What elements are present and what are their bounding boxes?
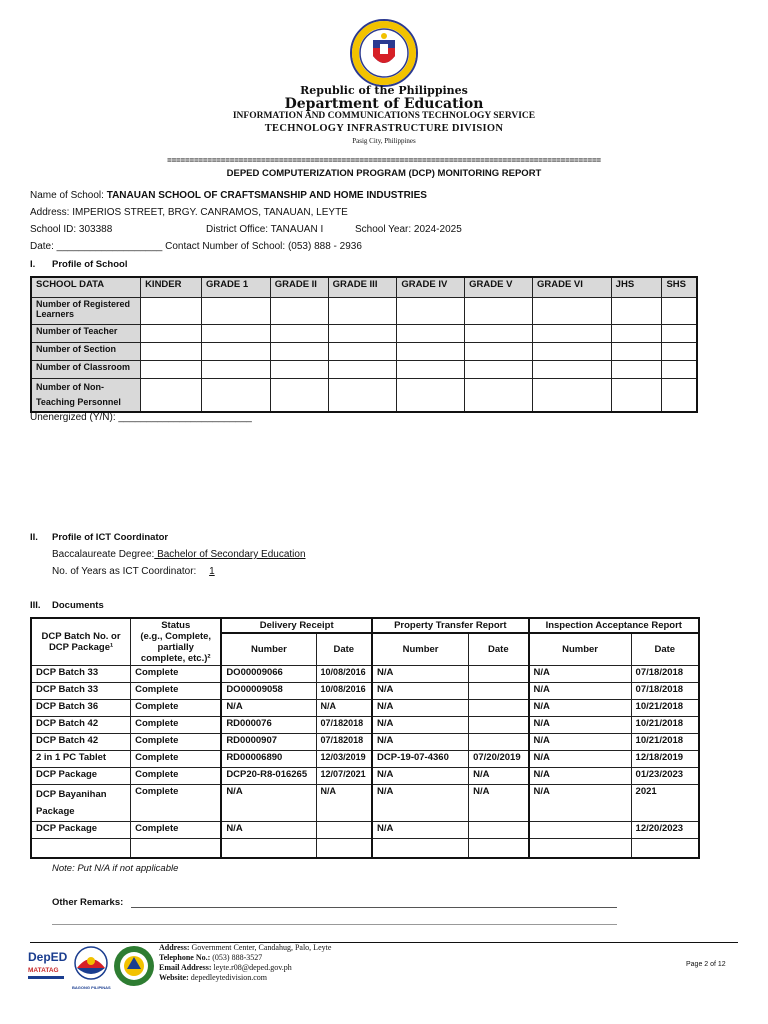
- address-value: Government Center, Candahug, Palo, Leyte: [189, 943, 332, 952]
- deped-logo-text: DepED: [28, 950, 68, 964]
- division-seal: [113, 945, 155, 987]
- data-cell[interactable]: [611, 297, 662, 324]
- data-cell[interactable]: [611, 324, 662, 342]
- cell-status: Complete: [131, 822, 222, 839]
- school-address: Address: IMPERIOS STREET, BRGY. CANRAMOS, TANAUAN, LEYTE: [30, 207, 348, 218]
- cell-dr-num: N/A: [221, 822, 316, 839]
- cell-dr-num: DCP20-R8-016265: [221, 768, 316, 785]
- data-cell[interactable]: [270, 360, 328, 378]
- cell-status: Complete: [131, 666, 222, 683]
- cell-status: Complete: [131, 785, 222, 822]
- data-cell[interactable]: [141, 342, 202, 360]
- city-text: Pasig City, Philippines: [352, 137, 416, 145]
- table-header-row: [31, 277, 697, 297]
- school-profile-table: [30, 276, 698, 413]
- website-value[interactable]: depedleytedivision.com: [188, 973, 267, 982]
- data-cell[interactable]: [397, 324, 465, 342]
- cell-ptr-date: N/A: [469, 768, 529, 785]
- cell-iar-num: N/A: [529, 666, 632, 683]
- header-cell: SCHOOL DATA: [31, 277, 141, 297]
- data-cell[interactable]: [611, 378, 662, 412]
- data-cell[interactable]: [270, 378, 328, 412]
- bagong-text: BAGONG PILIPINAS: [72, 985, 111, 990]
- table-row: [31, 785, 699, 822]
- data-cell[interactable]: [328, 324, 397, 342]
- cell-iar-date: 10/21/2018: [631, 734, 699, 751]
- empty-cell[interactable]: [316, 839, 372, 858]
- cell-status: Complete: [131, 768, 222, 785]
- data-cell[interactable]: [662, 360, 697, 378]
- cell-batch: DCP Batch 33: [31, 666, 131, 683]
- row-label: Number of Section: [31, 342, 141, 360]
- cell-ptr-num: N/A: [372, 717, 469, 734]
- cell-ptr-date: [469, 683, 529, 700]
- cell-ptr-date: 07/20/2019: [469, 751, 529, 768]
- cell-ptr-num: N/A: [372, 700, 469, 717]
- service-title: INFORMATION AND COMMUNICATIONS TECHNOLOGY SERVICE: [232, 111, 536, 121]
- empty-cell[interactable]: [131, 839, 222, 858]
- data-cell[interactable]: [465, 297, 533, 324]
- table-row: [31, 378, 697, 412]
- table-row: [31, 768, 699, 785]
- table-row: [31, 324, 697, 342]
- data-cell[interactable]: [611, 342, 662, 360]
- cell-ptr-date: N/A: [469, 785, 529, 822]
- data-cell[interactable]: [532, 378, 611, 412]
- data-cell[interactable]: [465, 378, 533, 412]
- cell-batch: DCP Batch 33: [31, 683, 131, 700]
- data-cell[interactable]: [328, 360, 397, 378]
- data-cell[interactable]: [328, 297, 397, 324]
- division-title: TECHNOLOGY INFRASTRUCTURE DIVISION: [264, 123, 504, 134]
- cell-status: Complete: [131, 700, 222, 717]
- data-cell[interactable]: [141, 324, 202, 342]
- row-label: Number of Classroom: [31, 360, 141, 378]
- cell-dr-num: DO00009066: [221, 666, 316, 683]
- cell-ptr-date: [469, 822, 529, 839]
- data-cell[interactable]: [141, 378, 202, 412]
- cell-ptr-num: N/A: [372, 734, 469, 751]
- table-row: [31, 297, 697, 324]
- cell-iar-date: 2021: [631, 785, 699, 822]
- table-row: [31, 751, 699, 768]
- data-cell[interactable]: [532, 297, 611, 324]
- iar-number-header: Number: [529, 633, 632, 665]
- data-cell[interactable]: [662, 324, 697, 342]
- section2-title: Profile of ICT Coordinator: [52, 532, 169, 543]
- data-cell[interactable]: [328, 342, 397, 360]
- email-label: Email Address:: [159, 963, 212, 972]
- cell-batch: DCP Batch 42: [31, 717, 131, 734]
- table-row: [31, 360, 697, 378]
- empty-cell[interactable]: [372, 839, 469, 858]
- header-cell: GRADE 1: [201, 277, 270, 297]
- col-batch-header: DCP Batch No. or DCP Package¹: [31, 618, 131, 666]
- degree-label: Baccalaureate Degree:: [52, 549, 155, 560]
- status-header-line: Status: [161, 620, 191, 631]
- deped-seal: [349, 18, 419, 88]
- cell-iar-num: [529, 822, 632, 839]
- section1-title: Profile of School: [52, 259, 128, 270]
- status-header-line: partially: [157, 642, 194, 653]
- school-name-line: [30, 190, 427, 201]
- cell-dr-num: RD0000907: [221, 734, 316, 751]
- ptr-header: Property Transfer Report: [372, 618, 529, 633]
- bagong-pilipinas-logo: [72, 946, 110, 990]
- years-line: [52, 566, 215, 577]
- degree-value: Bachelor of Secondary Education: [154, 549, 306, 560]
- cell-batch: DCP Batch 36: [31, 700, 131, 717]
- matatag-text: MATATAG: [28, 967, 59, 974]
- cell-iar-num: N/A: [529, 700, 632, 717]
- cell-iar-date: 07/18/2018: [631, 683, 699, 700]
- remarks-line-2[interactable]: [52, 924, 617, 925]
- years-value: 1: [209, 566, 215, 577]
- footer-contact-block: [159, 943, 331, 983]
- page-number: Page 2 of 12: [686, 961, 726, 968]
- table-row: [31, 342, 697, 360]
- status-header-line: (e.g., Complete,: [140, 631, 212, 642]
- cell-batch: 2 in 1 PC Tablet: [31, 751, 131, 768]
- dr-number-header: Number: [221, 633, 316, 665]
- cell-dr-date: 10/08/2016: [316, 683, 372, 700]
- ptr-number-header: Number: [372, 633, 469, 665]
- cell-iar-num: N/A: [529, 734, 632, 751]
- cell-dr-num: RD00006890: [221, 751, 316, 768]
- cell-ptr-date: [469, 666, 529, 683]
- data-cell[interactable]: [141, 360, 202, 378]
- cell-ptr-num: N/A: [372, 768, 469, 785]
- delivery-receipt-header: Delivery Receipt: [221, 618, 372, 633]
- data-cell[interactable]: [397, 342, 465, 360]
- data-cell[interactable]: [397, 297, 465, 324]
- iar-header: Inspection Acceptance Report: [529, 618, 699, 633]
- phone-label: Telephone No.:: [159, 953, 211, 962]
- cell-iar-date: 07/18/2018: [631, 666, 699, 683]
- republic-text: Republic of the Philippines: [300, 84, 468, 97]
- cell-iar-date: 10/21/2018: [631, 700, 699, 717]
- data-cell[interactable]: [611, 360, 662, 378]
- cell-batch: DCP Package: [31, 768, 131, 785]
- cell-dr-num: RD000076: [221, 717, 316, 734]
- empty-cell[interactable]: [631, 839, 699, 858]
- cell-dr-num: N/A: [221, 700, 316, 717]
- cell-dr-date: 12/07/2021: [316, 768, 372, 785]
- data-cell[interactable]: [662, 297, 697, 324]
- school-name-label: Name of School:: [30, 190, 104, 201]
- cell-batch: DCP Package: [31, 822, 131, 839]
- row-label: Number of Teacher: [31, 324, 141, 342]
- data-cell[interactable]: [532, 360, 611, 378]
- website-label: Website:: [159, 973, 189, 982]
- iar-date-header: Date: [631, 633, 699, 665]
- phone-value: (053) 888-3527: [210, 953, 263, 962]
- table-row-empty: [31, 839, 699, 858]
- cell-ptr-date: [469, 700, 529, 717]
- data-cell[interactable]: [201, 360, 270, 378]
- school-id: School ID: 303388: [30, 224, 113, 235]
- data-cell[interactable]: [532, 324, 611, 342]
- cell-ptr-num: N/A: [372, 822, 469, 839]
- cell-dr-date: N/A: [316, 785, 372, 822]
- cell-dr-date: 12/03/2019: [316, 751, 372, 768]
- cell-dr-date: N/A: [316, 700, 372, 717]
- row-label: Number of Registered Learners: [31, 297, 141, 324]
- data-cell[interactable]: [141, 297, 202, 324]
- header-cell: GRADE V: [465, 277, 533, 297]
- header-cell: KINDER: [141, 277, 202, 297]
- empty-cell[interactable]: [31, 839, 131, 858]
- data-cell[interactable]: [201, 342, 270, 360]
- data-cell[interactable]: [201, 378, 270, 412]
- data-cell[interactable]: [465, 324, 533, 342]
- footer-divider: [30, 942, 738, 943]
- section3-title: Documents: [52, 600, 104, 611]
- deped-matatag-logo: [28, 950, 66, 986]
- remarks-label: Other Remarks:: [52, 897, 124, 908]
- table-row: [31, 666, 699, 683]
- empty-cell[interactable]: [221, 839, 316, 858]
- note-text: Note: Put N/A if not applicable: [52, 863, 179, 874]
- cell-status: Complete: [131, 717, 222, 734]
- cell-iar-date: 12/20/2023: [631, 822, 699, 839]
- table-row: [31, 683, 699, 700]
- header-cell: SHS: [662, 277, 697, 297]
- cell-iar-date: 12/18/2019: [631, 751, 699, 768]
- cell-ptr-num: N/A: [372, 785, 469, 822]
- empty-cell[interactable]: [529, 839, 632, 858]
- district-office: District Office: TANAUAN I: [206, 224, 324, 235]
- school-name-value: TANAUAN SCHOOL OF CRAFTSMANSHIP AND HOME INDUSTRIES: [106, 190, 427, 201]
- report-title: DEPED COMPUTERIZATION PROGRAM (DCP) MONITORING REPORT: [226, 168, 542, 179]
- cell-ptr-num: DCP-19-07-4360: [372, 751, 469, 768]
- cell-status: Complete: [131, 683, 222, 700]
- col-status-header: [131, 618, 222, 666]
- status-header-line: complete, etc.)²: [140, 653, 211, 664]
- data-cell[interactable]: [465, 360, 533, 378]
- data-cell[interactable]: [201, 324, 270, 342]
- section1-number: I.: [30, 259, 36, 270]
- cell-dr-date: 07/182018: [316, 734, 372, 751]
- data-cell[interactable]: [201, 297, 270, 324]
- address-label: Address:: [159, 943, 190, 952]
- cell-dr-num: N/A: [221, 785, 316, 822]
- data-cell[interactable]: [397, 378, 465, 412]
- cell-iar-num: N/A: [529, 751, 632, 768]
- data-cell[interactable]: [270, 342, 328, 360]
- section3-number: III.: [30, 600, 41, 611]
- cell-dr-date: 07/182018: [316, 717, 372, 734]
- header-cell: GRADE IV: [397, 277, 465, 297]
- department-title: Department of Education: [284, 96, 484, 112]
- cell-status: Complete: [131, 751, 222, 768]
- data-cell[interactable]: [532, 342, 611, 360]
- unenergized-field[interactable]: Unenergized (Y/N): ________________________: [30, 412, 252, 423]
- cell-ptr-date: [469, 734, 529, 751]
- header-cell: GRADE III: [328, 277, 397, 297]
- cell-ptr-date: [469, 717, 529, 734]
- documents-table: [30, 617, 700, 859]
- header-cell: JHS: [611, 277, 662, 297]
- table-row: [31, 700, 699, 717]
- data-cell[interactable]: [270, 297, 328, 324]
- ptr-date-header: Date: [469, 633, 529, 665]
- cell-batch: DCP Bayanihan Package: [31, 785, 131, 822]
- cell-iar-num: N/A: [529, 683, 632, 700]
- table-row: [31, 717, 699, 734]
- table-row: [31, 734, 699, 751]
- remarks-line-1[interactable]: [131, 907, 617, 908]
- date-contact-line: Date: ___________________ Contact Number of School: (053) 888 - 2936: [30, 241, 362, 252]
- degree-line: [52, 549, 306, 560]
- header-cell: GRADE VI: [532, 277, 611, 297]
- cell-batch: DCP Batch 42: [31, 734, 131, 751]
- cell-iar-date: 01/23/2023: [631, 768, 699, 785]
- header-cell: GRADE II: [270, 277, 328, 297]
- cell-iar-date: 10/21/2018: [631, 717, 699, 734]
- years-label: No. of Years as ICT Coordinator:: [52, 566, 197, 577]
- cell-iar-num: N/A: [529, 717, 632, 734]
- cell-dr-date: 10/08/2016: [316, 666, 372, 683]
- data-cell[interactable]: [270, 324, 328, 342]
- cell-ptr-num: N/A: [372, 666, 469, 683]
- empty-cell[interactable]: [469, 839, 529, 858]
- separator: =================================================================================================: [167, 156, 601, 165]
- cell-iar-num: N/A: [529, 768, 632, 785]
- cell-ptr-num: N/A: [372, 683, 469, 700]
- cell-status: Complete: [131, 734, 222, 751]
- data-cell[interactable]: [465, 342, 533, 360]
- email-value[interactable]: leyte.r08@deped.gov.ph: [211, 963, 292, 972]
- data-cell[interactable]: [328, 378, 397, 412]
- data-cell[interactable]: [662, 342, 697, 360]
- row-label: Number of Non-Teaching Personnel: [31, 378, 141, 412]
- school-year: School Year: 2024-2025: [355, 224, 462, 235]
- table-row: [31, 822, 699, 839]
- data-cell[interactable]: [397, 360, 465, 378]
- cell-dr-num: DO00009058: [221, 683, 316, 700]
- data-cell[interactable]: [662, 378, 697, 412]
- section2-number: II.: [30, 532, 38, 543]
- cell-iar-num: N/A: [529, 785, 632, 822]
- dr-date-header: Date: [316, 633, 372, 665]
- cell-dr-date: [316, 822, 372, 839]
